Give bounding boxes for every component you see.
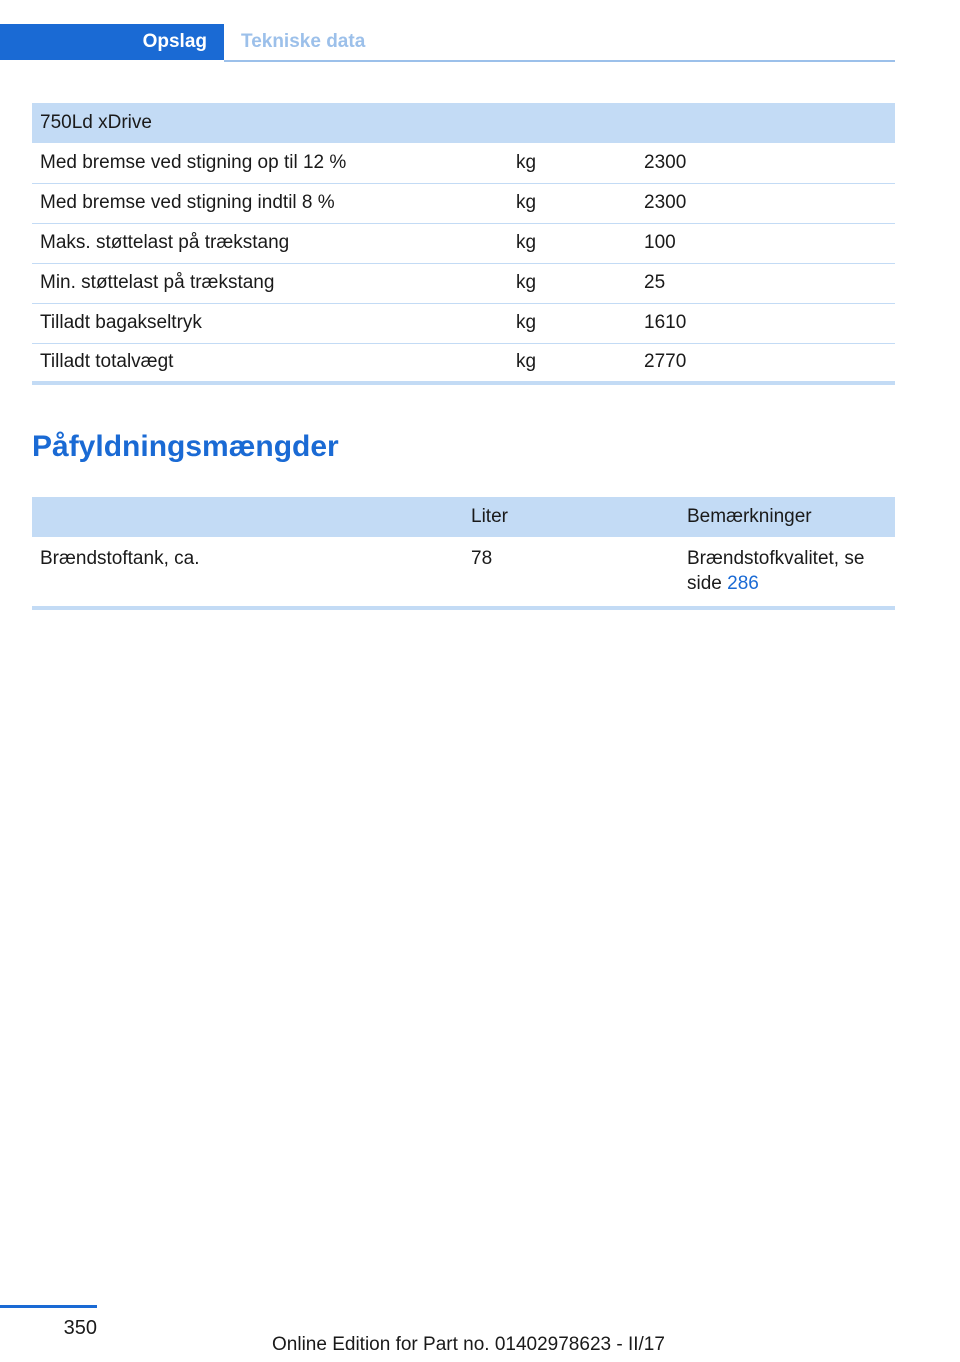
column-header-item xyxy=(32,497,463,537)
capacities-table xyxy=(32,497,895,610)
row-value: 100 xyxy=(636,223,895,263)
section-title: Påfyldningsmængder xyxy=(32,430,339,463)
table-row xyxy=(32,537,895,608)
row-value: 25 xyxy=(636,263,895,303)
row-value: 2770 xyxy=(636,343,895,383)
row-label: Med bremse ved stigning indtil 8 % xyxy=(32,183,508,223)
table-header-row xyxy=(32,103,895,143)
page-number: 350 xyxy=(63,1317,97,1339)
table-row xyxy=(32,223,895,263)
page-reference-link[interactable]: 286 xyxy=(727,573,759,594)
row-label: Med bremse ved stigning op til 12 % xyxy=(32,143,508,183)
row-label: Tilladt totalvægt xyxy=(32,343,508,383)
edition-text: Online Edition for Part no. 01402978623 - II/17 xyxy=(272,1334,665,1355)
tab-opslag[interactable]: Opslag xyxy=(0,24,224,60)
row-notes xyxy=(679,537,895,608)
table-header-row xyxy=(32,497,895,537)
header-divider xyxy=(224,60,895,62)
column-header-liters: Liter xyxy=(463,497,679,537)
towing-table xyxy=(32,103,895,385)
row-unit: kg xyxy=(508,303,636,343)
row-value: 2300 xyxy=(636,143,895,183)
row-label: Min. støttelast på trækstang xyxy=(32,263,508,303)
footer-divider xyxy=(0,1305,97,1308)
model-heading: 750Ld xDrive xyxy=(32,103,895,143)
row-unit: kg xyxy=(508,343,636,383)
tab-tekniske-data[interactable]: Tekniske data xyxy=(241,31,366,52)
table-row xyxy=(32,303,895,343)
table-row xyxy=(32,343,895,383)
note-text: Brændstofkvalitet, se side xyxy=(687,548,865,594)
row-unit: kg xyxy=(508,263,636,303)
row-value: 1610 xyxy=(636,303,895,343)
row-label: Tilladt bagakseltryk xyxy=(32,303,508,343)
row-liters: 78 xyxy=(463,537,679,608)
row-unit: kg xyxy=(508,143,636,183)
table-row xyxy=(32,263,895,303)
table-row xyxy=(32,183,895,223)
row-item: Brændstoftank, ca. xyxy=(32,537,463,608)
column-header-notes: Bemærkninger xyxy=(679,497,895,537)
row-unit: kg xyxy=(508,223,636,263)
header-nav xyxy=(0,24,895,62)
row-value: 2300 xyxy=(636,183,895,223)
table-row xyxy=(32,143,895,183)
row-label: Maks. støttelast på trækstang xyxy=(32,223,508,263)
row-unit: kg xyxy=(508,183,636,223)
